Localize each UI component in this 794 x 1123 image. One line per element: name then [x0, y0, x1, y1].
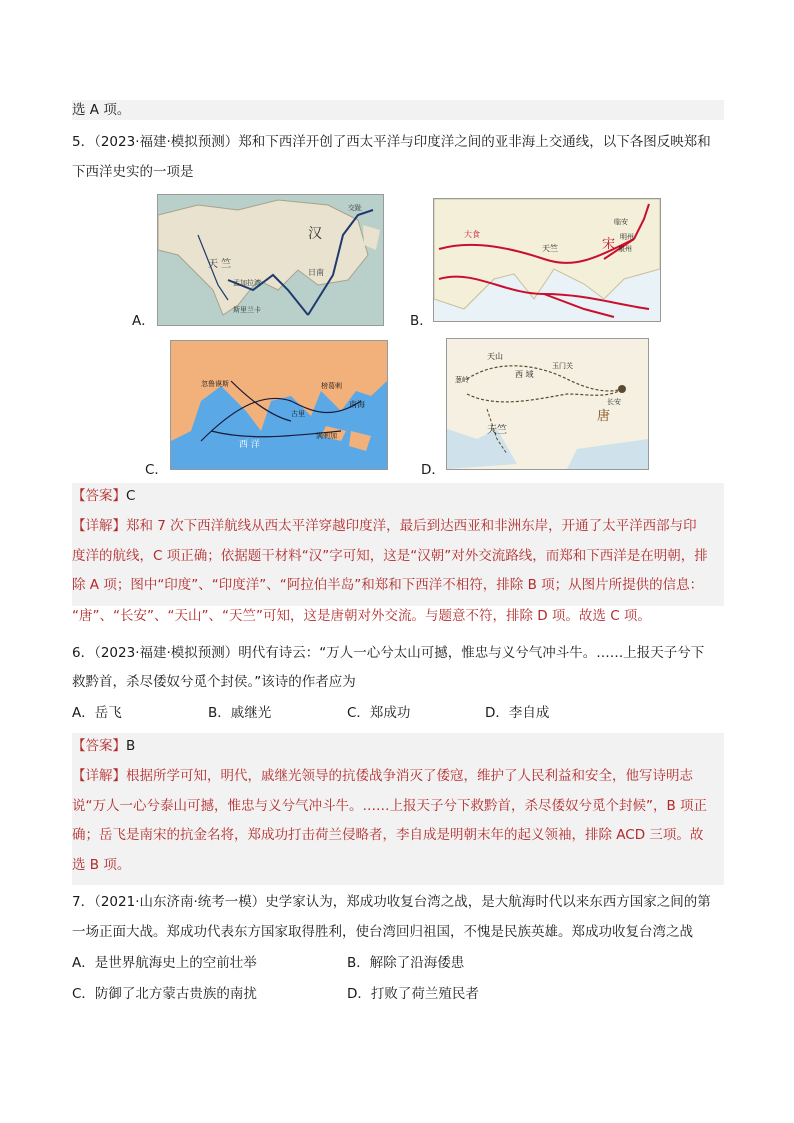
q5-detail-line1: 【详解】郑和 7 次下西洋航线从西太平洋穿越印度洋，最后到达西亚和非洲东岸，开通了太平洋西部与印 [72, 518, 697, 534]
q7-option-a: A．是世界航海史上的空前壮举 [72, 955, 257, 971]
map-a-tianzhu: 天 竺 [208, 259, 232, 270]
answer-value: C [126, 488, 136, 504]
map-d-yumen: 玉门关 [552, 362, 573, 370]
map-a-han: 汉 [308, 226, 322, 242]
map-d-xiyu: 西 域 [515, 370, 534, 379]
map-b-mingzhou: 明州 [620, 233, 634, 241]
option-label-d: D． [421, 462, 445, 478]
option-label-c: C． [145, 462, 168, 478]
map-d-changan: 长安 [607, 398, 621, 406]
map-d-congling: 葱岭 [455, 376, 469, 384]
q5-detail-line4: “唐”、“长安”、“天山”、“天竺”可知，这是唐朝对外交流。与题意不符，排除 D 项。故选 C 项。 [72, 608, 651, 624]
q6-detail-line3: 确；岳飞是南宋的抗金名将，郑成功打击荷兰侵略者，李自成是明朝末年的起义领袖，排除 ACD 三项。故 [72, 827, 704, 843]
q6-detail-line2: 说“万人一心兮泰山可撼，惟忠与义兮气冲斗牛。……上报天子兮下救黔首，杀尽倭奴兮觅个封候”，B 项正 [72, 798, 708, 814]
option-label-a: A． [132, 313, 155, 329]
map-b-dashi: 大食 [464, 230, 480, 239]
map-d-tianzhu: 天竺 [487, 425, 507, 436]
map-c-nanhai: 南海 [349, 400, 365, 409]
map-d-tang: 唐 [597, 409, 611, 424]
map-c-hulumosi: 忽鲁谟斯 [201, 380, 229, 388]
q6-option-c: C．郑成功 [347, 705, 411, 721]
map-a-sililanka: 斯里兰卡 [233, 306, 261, 314]
map-option-a [157, 194, 384, 326]
map-a-rinan: 日南 [308, 268, 324, 277]
q6-stem-line2: 救黔首，杀尽倭奴兮觅个封侯。”该诗的作者应为 [72, 674, 356, 690]
prev-answer-tail: 选 A 项。 [72, 100, 724, 120]
q5-stem-line2: 下西洋史实的一项是 [72, 164, 194, 180]
option-label-b: B． [410, 313, 433, 329]
q7-option-d: D．打败了荷兰殖民者 [347, 986, 479, 1002]
map-a-mengjiala: 孟加拉湾 [233, 279, 261, 287]
map-b-tianzhu: 天竺 [542, 244, 558, 253]
map-c-xiyang: 西 洋 [239, 440, 260, 450]
q6-option-a: A．岳飞 [72, 705, 122, 721]
q6-option-b: B．戚继光 [208, 705, 272, 721]
map-a-jiaozhi: 交趾 [348, 204, 362, 212]
map-a-image [158, 195, 383, 325]
answer-tag: 【答案】 [72, 488, 126, 504]
detail-tag: 【详解】 [72, 768, 126, 784]
map-b-song: 宋 [602, 237, 616, 252]
q7-stem-line1: 7．（2021·山东济南·统考一模）史学家认为，郑成功收复台湾之战，是大航海时代以来东西方国家之间的第 [72, 894, 711, 910]
q6-detail-line1: 【详解】根据所学可知，明代，戚继光领导的抗倭战争消灭了倭寇，维护了人民利益和安全，他写诗明志 [72, 768, 693, 784]
q6-answer-line [72, 736, 724, 756]
map-b-quanzhou: 泉州 [618, 245, 632, 253]
answer-value: B [126, 738, 136, 754]
map-c-manlajia: 满剌加 [316, 432, 337, 440]
q7-option-b: B．解除了沿海倭患 [347, 955, 465, 971]
q5-answer-line [72, 486, 724, 506]
map-option-c [170, 340, 388, 470]
answer-tag: 【答案】 [72, 738, 126, 754]
map-c-zhanjiao: 榜葛剌 [321, 382, 342, 390]
map-b-linan: 临安 [614, 218, 628, 226]
q5-detail-line2: 度洋的航线，C 项正确；依据题干材料“汉”字可知，这是“汉朝”对外交流路线，而郑和下西洋是在明朝，排 [72, 548, 708, 564]
q5-detail-line3: 除 A 项；图中“印度”、“印度洋”、“阿拉伯半岛”和郑和下西洋不相符，排除 B 项；从图片所提供的信息： [72, 577, 704, 593]
q7-option-c: C．防御了北方蒙古贵族的南扰 [72, 986, 257, 1002]
q6-stem-line1: 6．（2023·福建·模拟预测）明代有诗云：“万人一心兮太山可撼，惟忠与义兮气冲斗牛。……上报天子兮下 [72, 645, 705, 661]
q6-option-d: D．李自成 [485, 705, 550, 721]
map-c-guli: 古里 [291, 410, 305, 418]
map-option-d [446, 338, 649, 470]
q6-detail-line4: 选 B 项。 [72, 857, 131, 873]
q5-stem-line1: 5．（2023·福建·模拟预测）郑和下西洋开创了西太平洋与印度洋之间的亚非海上交通线，以下各图反映郑和 [72, 134, 711, 150]
map-d-tianshan: 天山 [487, 352, 503, 361]
detail-tag: 【详解】 [72, 518, 126, 534]
q7-stem-line2: 一场正面大战。郑成功代表东方国家取得胜利，使台湾回归祖国，不愧是民族英雄。郑成功收复台湾之战 [72, 924, 693, 940]
map-option-b [433, 198, 661, 322]
